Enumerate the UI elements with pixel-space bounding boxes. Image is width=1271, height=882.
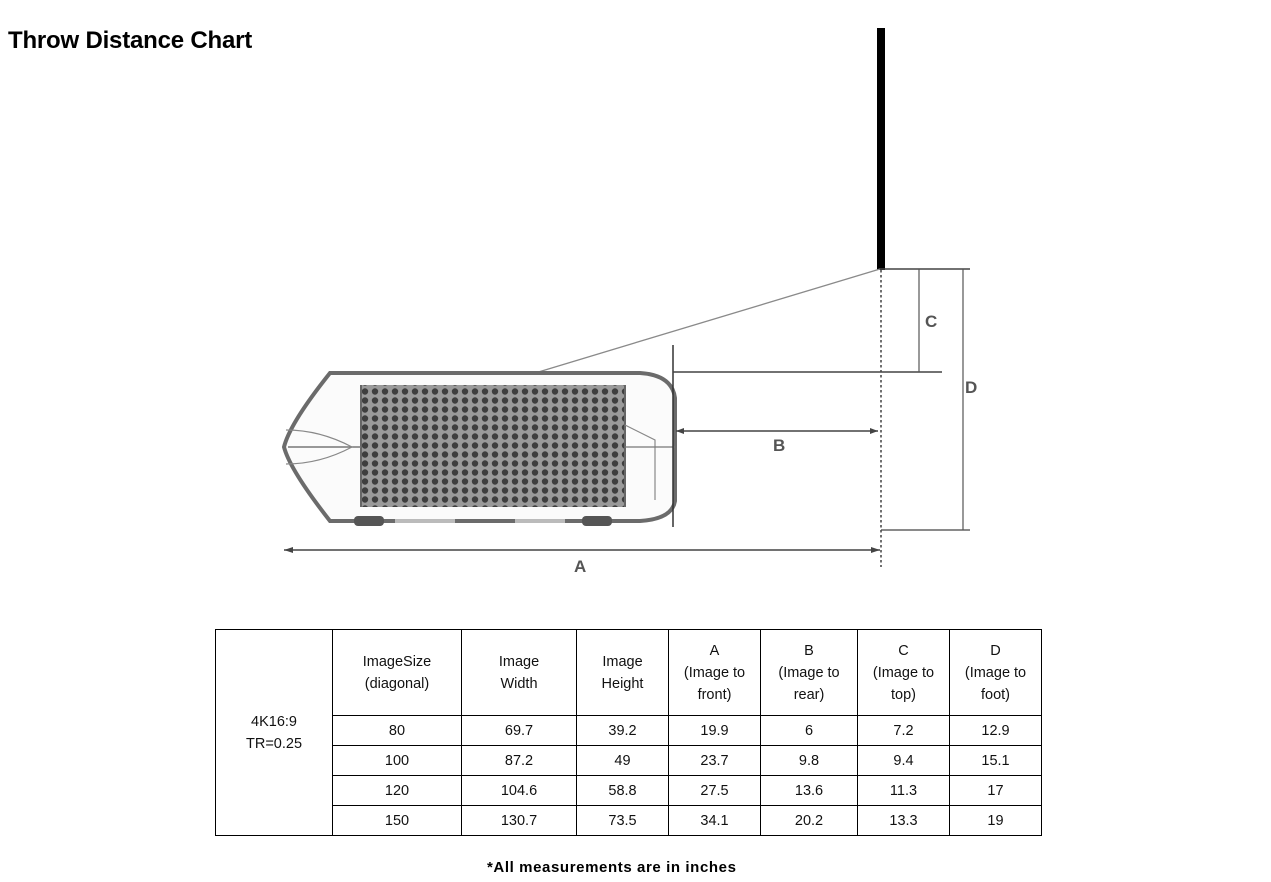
header-c: C (Image to top) <box>858 630 950 716</box>
header-a: A (Image to front) <box>669 630 761 716</box>
table-row <box>216 746 1042 776</box>
table-cell: 80 <box>333 716 462 746</box>
table-cell: 58.8 <box>577 776 669 806</box>
table-cell: 34.1 <box>669 806 761 836</box>
throw-ratio: TR=0.25 <box>245 735 303 752</box>
table-cell: 13.3 <box>858 806 950 836</box>
header-b: B (Image to rear) <box>761 630 858 716</box>
header-image-width: Image Width <box>462 630 577 716</box>
table-cell: 15.1 <box>950 746 1042 776</box>
projector-body <box>284 373 675 526</box>
label-c: C <box>925 312 938 331</box>
model-name: 4K16:9 <box>251 713 297 730</box>
table-cell: 9.4 <box>858 746 950 776</box>
header-image-height: Image Height <box>577 630 669 716</box>
table-row <box>216 776 1042 806</box>
table-cell: 27.5 <box>669 776 761 806</box>
header-d: D (Image to foot) <box>950 630 1042 716</box>
footnote: *All measurements are in inches <box>487 859 737 876</box>
table-cell: 120 <box>333 776 462 806</box>
table-cell: 49 <box>577 746 669 776</box>
table-cell: 13.6 <box>761 776 858 806</box>
table-row <box>216 716 1042 746</box>
label-d: D <box>965 378 978 397</box>
table-cell: 39.2 <box>577 716 669 746</box>
table-cell: 11.3 <box>858 776 950 806</box>
model-cell <box>216 630 333 836</box>
table-cell: 73.5 <box>577 806 669 836</box>
table-cell: 23.7 <box>669 746 761 776</box>
table-row <box>216 806 1042 836</box>
table-cell: 20.2 <box>761 806 858 836</box>
table-cell: 150 <box>333 806 462 836</box>
table-cell: 7.2 <box>858 716 950 746</box>
page-title: Throw Distance Chart <box>8 27 253 54</box>
table-cell: 12.9 <box>950 716 1042 746</box>
label-a: A <box>574 557 587 576</box>
table-cell: 6 <box>761 716 858 746</box>
throw-distance-table <box>215 629 1042 836</box>
table-cell: 9.8 <box>761 746 858 776</box>
table-cell: 19.9 <box>669 716 761 746</box>
label-b: B <box>773 436 786 455</box>
projection-screen <box>877 28 885 270</box>
header-image-size: ImageSize (diagonal) <box>333 630 462 716</box>
table-cell: 17 <box>950 776 1042 806</box>
table-cell: 100 <box>333 746 462 776</box>
table-header-row <box>216 630 1042 716</box>
table-cell: 87.2 <box>462 746 577 776</box>
table-cell: 69.7 <box>462 716 577 746</box>
table-cell: 104.6 <box>462 776 577 806</box>
table-cell: 19 <box>950 806 1042 836</box>
table-cell: 130.7 <box>462 806 577 836</box>
